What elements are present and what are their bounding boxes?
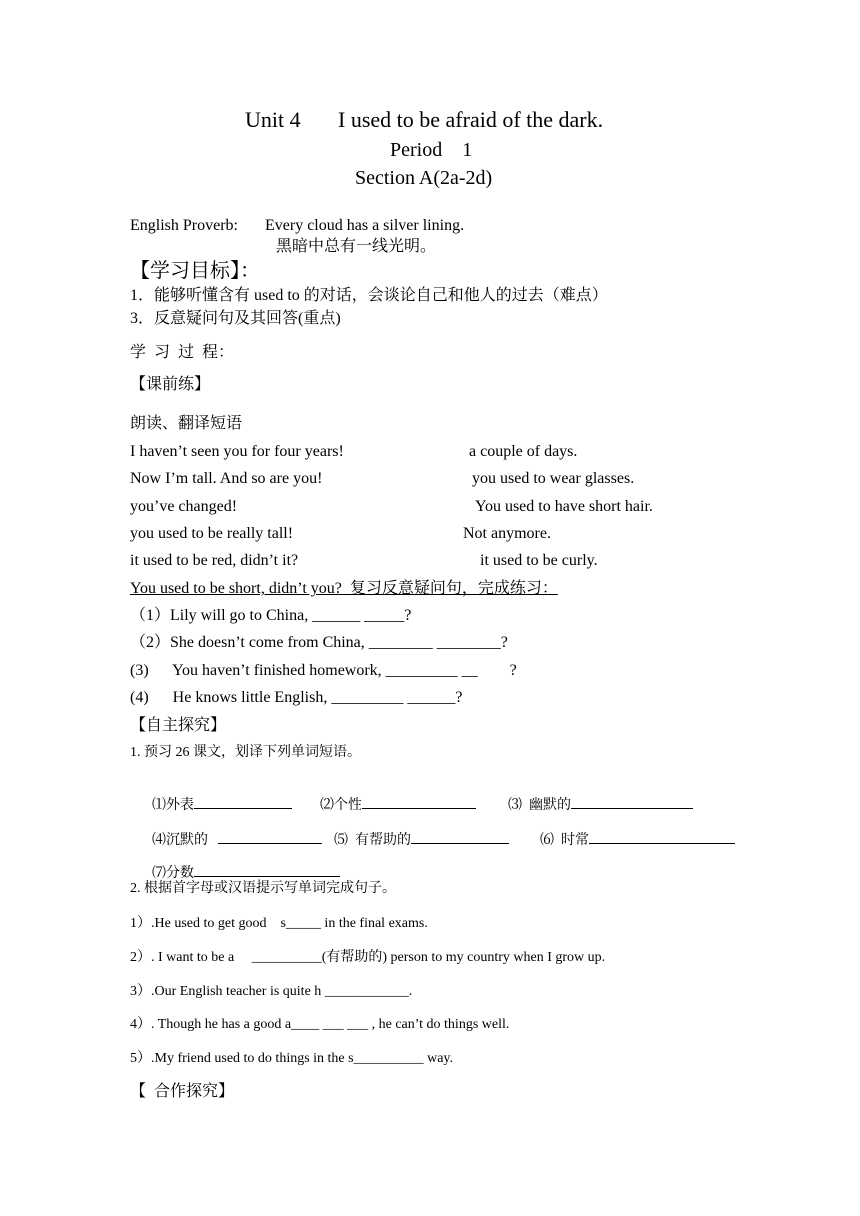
vocab-blank[interactable] [194,862,340,877]
sentence-3: 3）.Our English teacher is quite h ____________. [130,984,413,999]
vocab-blank[interactable] [218,829,322,844]
sentence-5: 5）.My friend used to do things in the s__________ way. [130,1051,454,1066]
proverb-label: English Proverb: [130,217,238,234]
vocab-silent: ⑷沉默的 [145,815,322,848]
exercise-2: （2）She doesn’t come from China, ________ ________? [130,634,508,651]
vocab-helpful: ⑸ 有帮助的 [327,815,509,848]
self-study-task-2: 2. 根据首字母或汉语提示写单词完成句子。 [130,881,396,896]
vocab-score: ⑺分数 [145,848,340,881]
exercise-3: (3) You haven’t finished homework, _________ __ ? [130,662,517,679]
vocab-blank[interactable] [194,794,292,809]
vocab-from-time-to-time: ⑹ 时常 [533,815,735,848]
sentence-4: 4）. Though he has a good a____ ___ ___ , he can’t do things well. [130,1017,510,1032]
self-study-heading: 【自主探究】 [130,717,227,734]
exercise-1: （1）Lily will go to China, ______ _____? [130,607,412,624]
tag-question-line: You used to be short, didn’t you? 复习反意疑问句，完成练习： [130,580,558,597]
vocab-blank[interactable] [411,829,509,844]
vocab-blank[interactable] [362,794,476,809]
prep-heading: 【课前练】 [130,376,211,393]
cooperation-heading: 【 合作探究】 [130,1083,235,1100]
goal-item-3: 3．反意疑问句及其回答(重点) [130,310,341,327]
vocab-appearance: ⑴外表 [145,780,292,813]
sentence-1: 1）.He used to get good s_____ in the final exams. [130,916,428,931]
proverb-english: Every cloud has a silver lining. [265,217,465,234]
phrase-left-2: Now I’m tall. And so are you! [130,470,323,487]
phrase-right-4: Not anymore. [463,525,551,542]
section-label: Section A(2a-2d) [355,167,493,189]
vocab-blank[interactable] [571,794,693,809]
period-label: Period 1 [390,139,473,161]
phrase-right-2: you used to wear glasses. [472,470,635,487]
goals-heading: 【学习目标】： [130,260,260,282]
phrase-left-5: it used to be red, didn’t it? [130,552,299,569]
vocab-blank[interactable] [589,829,735,844]
self-study-task-1: 1. 预习 26 课文，划译下列单词短语。 [130,745,361,760]
proverb-chinese: 黑暗中总有一线光明。 [276,238,437,255]
unit-label: Unit 4 [245,107,301,132]
read-translate-heading: 朗读、翻译短语 [130,415,243,432]
vocab-humorous: ⑶ 幽默的 [501,780,693,813]
page-title: I used to be afraid of the dark. [338,107,604,132]
goal-item-1: 1．能够听懂含有 used to 的对话，会谈论自己和他人的过去（难点） [130,287,608,304]
phrase-right-5: it used to be curly. [480,552,598,569]
phrase-left-1: I haven’t seen you for four years! [130,443,344,460]
phrase-left-4: you used to be really tall! [130,525,294,542]
phrase-right-1: a couple of days. [469,443,578,460]
phrase-left-3: you’ve changed! [130,498,238,515]
process-heading: 学 习 过 程： [130,344,235,361]
sentence-2: 2）. I want to be a __________(有帮助的) person to my country when I grow up. [130,950,606,965]
vocab-personality: ⑵个性 [313,780,476,813]
phrase-right-3: You used to have short hair. [475,498,653,515]
exercise-4: (4) He knows little English, _________ ______? [130,689,463,706]
